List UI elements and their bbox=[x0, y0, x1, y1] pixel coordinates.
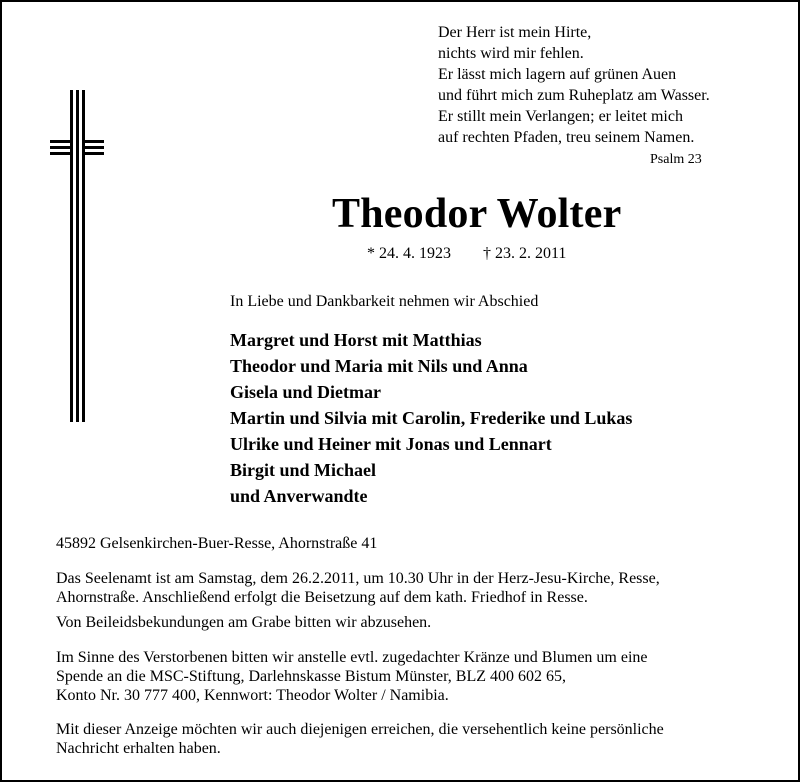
latin-cross-icon bbox=[50, 90, 104, 422]
mass-line: Ahornstraße. Anschließend erfolgt die Beisetzung auf dem kath. Friedhof in Resse. bbox=[56, 589, 588, 606]
psalm-line: Der Herr ist mein Hirte, bbox=[438, 24, 592, 41]
reach-line: Nachricht erhalten haben. bbox=[56, 740, 221, 757]
donation-line: Im Sinne des Verstorbenen bitten wir anstelle evtl. zugedachter Kränze und Blumen um eine bbox=[56, 649, 648, 666]
mourners-list bbox=[230, 327, 632, 509]
mourner-entry: Gisela und Dietmar bbox=[230, 382, 381, 402]
condolence-note bbox=[56, 613, 786, 632]
deceased-name: Theodor Wolter bbox=[332, 191, 622, 237]
psalm-line: auf rechten Pfaden, treu seinem Namen. bbox=[438, 129, 695, 146]
reach-line: Mit dieser Anzeige möchten wir auch diejenigen erreichen, die versehentlich keine persönliche bbox=[56, 721, 664, 738]
mass-info bbox=[56, 569, 786, 607]
mourner-entry: Ulrike und Heiner mit Jonas und Lennart bbox=[230, 434, 552, 454]
psalm-line: nichts wird mir fehlen. bbox=[438, 45, 584, 62]
mourner-entry: Margret und Horst mit Matthias bbox=[230, 330, 482, 350]
donation-info bbox=[56, 648, 786, 705]
mass-line: Das Seelenamt ist am Samstag, dem 26.2.2011, um 10.30 Uhr in der Herz-Jesu-Kirche, Resse, bbox=[56, 570, 660, 587]
mourner-entry: Martin und Silvia mit Carolin, Frederike und Lukas bbox=[230, 408, 633, 428]
death-date: † 23. 2. 2011 bbox=[483, 245, 567, 262]
psalm-line: Er lässt mich lagern auf grünen Auen bbox=[438, 66, 677, 83]
condolence-line: Von Beileidsbekundungen am Grabe bitten wir abzusehen. bbox=[56, 614, 432, 631]
reach-note bbox=[56, 720, 786, 758]
mourner-entry: und Anverwandte bbox=[230, 486, 368, 506]
mourner-entry: Birgit und Michael bbox=[230, 460, 377, 480]
psalm-line: und führt mich zum Ruheplatz am Wasser. bbox=[438, 87, 710, 104]
mourner-entry: Theodor und Maria mit Nils und Anna bbox=[230, 356, 528, 376]
address-line: 45892 Gelsenkirchen-Buer-Resse, Ahornstraße 41 bbox=[56, 535, 378, 552]
donation-line: Spende an die MSC-Stiftung, Darlehnskasse Bistum Münster, BLZ 400 602 65, bbox=[56, 668, 566, 685]
donation-line: Konto Nr. 30 777 400, Kennwort: Theodor Wolter / Namibia. bbox=[56, 687, 449, 704]
address bbox=[56, 534, 786, 553]
psalm-line: Er stillt mein Verlangen; er leitet mich bbox=[438, 108, 683, 125]
psalm-quote bbox=[438, 22, 778, 167]
farewell-line: In Liebe und Dankbarkeit nehmen wir Abschied bbox=[230, 293, 539, 310]
birth-date: * 24. 4. 1923 bbox=[367, 245, 451, 262]
life-dates bbox=[367, 245, 566, 263]
psalm-reference: Psalm 23 bbox=[650, 152, 702, 167]
